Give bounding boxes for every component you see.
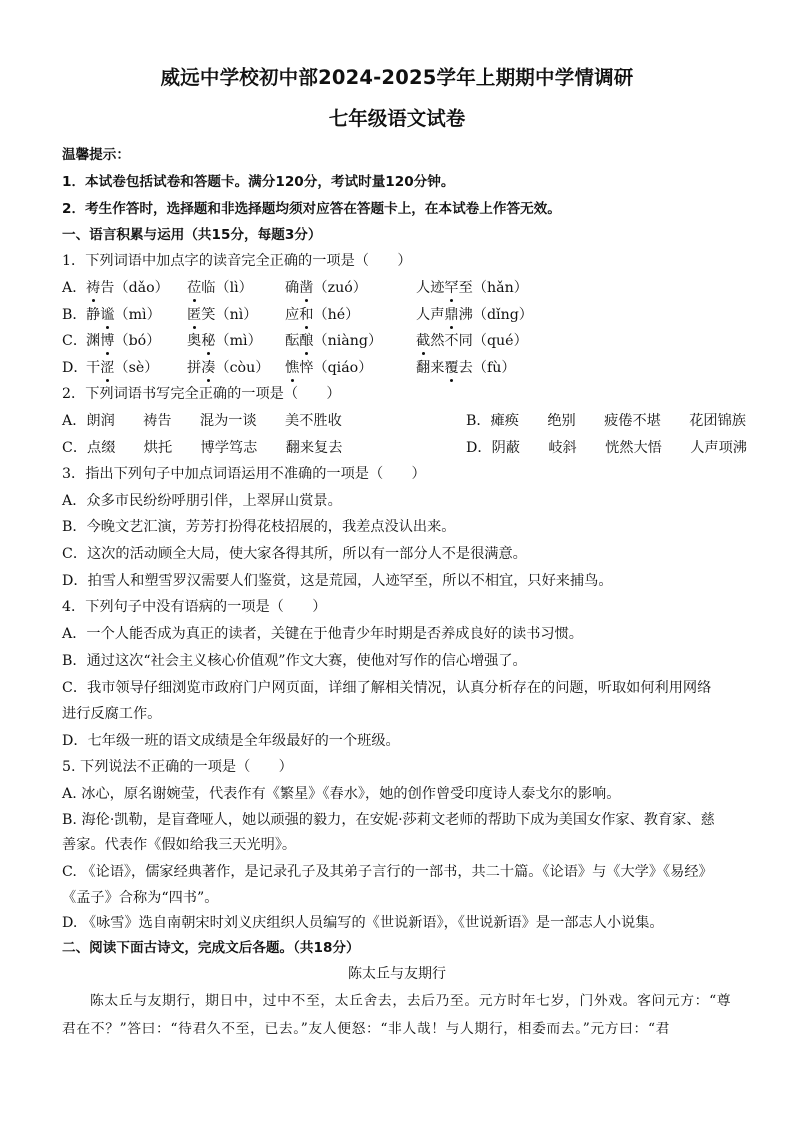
notice-item-1: 1．本试卷包括试卷和答题卡。满分120分，考试时量120分钟。 xyxy=(62,174,455,190)
q1-option-d-word2: 拼凑（còu） xyxy=(187,360,270,376)
emphasis-dot-char: 截 xyxy=(416,333,431,349)
q1-option-label: A． xyxy=(62,280,87,296)
q1-option-b-word4: 人声鼎沸（dǐng） xyxy=(416,307,533,323)
exam-subtitle: 七年级语文试卷 xyxy=(328,107,466,130)
q1-option-d-word1: 干涩（sè） xyxy=(86,360,159,376)
q1-option-b-word3: 应和（hé） xyxy=(285,307,360,323)
emphasis-dot-char: 莅 xyxy=(187,280,202,296)
q3-stem: 3．指出下列句子中加点词语运用不准确的一项是（ ） xyxy=(62,466,426,482)
q1-option-c-word1: 渊博（bó） xyxy=(86,333,161,349)
emphasis-dot-char: 憔 xyxy=(285,360,300,376)
q3-option-c: C．这次的活动顾全大局，使大家各得其所，所以有一部分人不是很满意。 xyxy=(62,546,527,562)
q3-option-b: B．今晚文艺汇演，芳芳打扮得花枝招展的，我差点没认出来。 xyxy=(62,519,456,535)
q1-option-label: B． xyxy=(62,307,87,323)
q2-option-a: A．朗润 祷告 混为一谈 美不胜收 xyxy=(62,413,342,429)
q1-stem: 1．下列词语中加点字的读音完全正确的一项是（ ） xyxy=(62,253,412,269)
emphasis-dot-char: 覆 xyxy=(444,360,459,376)
q4-option-c-line2: 进行反腐工作。 xyxy=(62,706,162,722)
passage-title: 陈太丘与友期行 xyxy=(348,966,446,982)
emphasis-dot-char: 和 xyxy=(299,307,314,323)
q1-option-d-word4: 翻来覆去（fù） xyxy=(416,360,516,376)
section2-heading: 二、阅读下面古诗文，完成文后各题。（共18分） xyxy=(62,940,360,956)
passage-line-1: 陈太丘与友期行，期日中，过中不至，太丘舍去，去后乃至。元方时年七岁，门外戏。客问元方：“尊 xyxy=(90,993,732,1009)
q1-option-a-word1: 祷告（dǎo） xyxy=(86,280,169,296)
q1-option-b-word1: 静谧（mì） xyxy=(86,307,161,323)
q5-option-d: D. 《咏雪》选自南朝宋时刘义庆组织人员编写的《世说新语》，《世说新语》是一部志人小说集。 xyxy=(62,915,664,931)
q5-option-b-line2: 善家。代表作《假如给我三天光明》。 xyxy=(62,837,297,853)
emphasis-dot-char: 鼎 xyxy=(444,307,459,323)
q1-option-a-word3: 确凿（zuó） xyxy=(285,280,367,296)
q2-stem: 2．下列词语书写完全正确的一项是（ ） xyxy=(62,386,341,402)
emphasis-dot-char: 祷 xyxy=(86,280,101,296)
q4-option-d: D．七年级一班的语文成绩是全年级最好的一个班级。 xyxy=(62,733,400,749)
q1-option-d-word3: 憔悴（qiáo） xyxy=(285,360,373,376)
q5-stem: 5. 下列说法不正确的一项是（ ） xyxy=(62,759,293,775)
exam-title: 威远中学校初中部2024-2025学年上期期中学情调研 xyxy=(160,66,634,89)
emphasis-dot-char: 涩 xyxy=(100,360,115,376)
q1-option-c-word3: 酝酿（niàng） xyxy=(285,333,383,349)
notice-item-2: 2．考生作答时，选择题和非选择题均须对应答在答题卡上，在本试卷上作答无效。 xyxy=(62,201,561,217)
q1-option-label: D． xyxy=(62,360,88,376)
q1-option-c-word2: 奥秘（mì） xyxy=(187,333,262,349)
emphasis-dot-char: 博 xyxy=(100,333,115,349)
q3-option-d: D．拍雪人和塑雪罗汉需要人们鉴赏，这是荒园，人迹罕至，所以不相宜，只好来捕鸟。 xyxy=(62,573,613,589)
q1-option-label: C． xyxy=(62,333,88,349)
emphasis-dot-char: 谧 xyxy=(100,307,115,323)
notice-heading: 温馨提示： xyxy=(62,147,130,163)
q5-option-b-line1: B. 海伦·凯勒，是盲聋哑人，她以顽强的毅力，在安妮·莎莉文老师的帮助下成为美国女作家、教育家、慈 xyxy=(62,812,715,828)
q5-option-c-line1: C. 《论语》，儒家经典著作，是记录孔子及其弟子言行的一部书，共二十篇。《论语》与《大学》《易经》 xyxy=(62,864,713,880)
q4-stem: 4．下列句子中没有语病的一项是（ ） xyxy=(62,599,327,615)
q1-option-b-word2: 匿笑（nì） xyxy=(187,307,258,323)
q4-option-b: B．通过这次“社会主义核心价值观”作文大赛，使他对写作的信心增强了。 xyxy=(62,653,527,669)
emphasis-dot-char: 凑 xyxy=(201,360,216,376)
passage-line-2: 君在不？”答曰：“待君久不至，已去。”友人便怒：“非人哉！与人期行，相委而去。”元方曰：“君 xyxy=(62,1021,670,1037)
emphasis-dot-char: 凿 xyxy=(299,280,314,296)
q1-option-a-word2: 莅临（lì） xyxy=(187,280,253,296)
emphasis-dot-char: 罕 xyxy=(444,280,459,296)
q4-option-a: A．一个人能否成为真正的读者，关键在于他青少年时期是否养成良好的读书习惯。 xyxy=(62,626,583,642)
q2-option-b: B．瘫痪 绝别 疲倦不堪 花团锦族 xyxy=(466,413,746,429)
q1-option-c-word4: 截然不同（qué） xyxy=(416,333,528,349)
section1-heading: 一、语言积累与运用（共15分，每题3分） xyxy=(62,227,322,243)
q2-option-c: C．点缀 烘托 博学笃志 翻来复去 xyxy=(62,440,343,456)
q3-option-a: A．众多市民纷纷呼朋引伴，上翠屏山赏景。 xyxy=(62,493,342,509)
emphasis-dot-char: 酿 xyxy=(299,333,314,349)
q1-option-a-word4: 人迹罕至（hǎn） xyxy=(416,280,528,296)
q5-option-c-line2: 《孟子》合称为“四书”。 xyxy=(62,890,219,906)
q2-option-d: D．阴蔽 岐斜 恍然大悟 人声项沸 xyxy=(466,440,747,456)
q5-option-a: A. 冰心，原名谢婉莹，代表作有《繁星》《春水》，她的创作曾受印度诗人泰戈尔的影响。 xyxy=(62,786,621,802)
emphasis-dot-char: 秘 xyxy=(201,333,216,349)
q4-option-c-line1: C．我市领导仔细浏览市政府门户网页面，详细了解相关情况，认真分析存在的问题，听取如何利用网络 xyxy=(62,680,712,696)
emphasis-dot-char: 匿 xyxy=(187,307,202,323)
